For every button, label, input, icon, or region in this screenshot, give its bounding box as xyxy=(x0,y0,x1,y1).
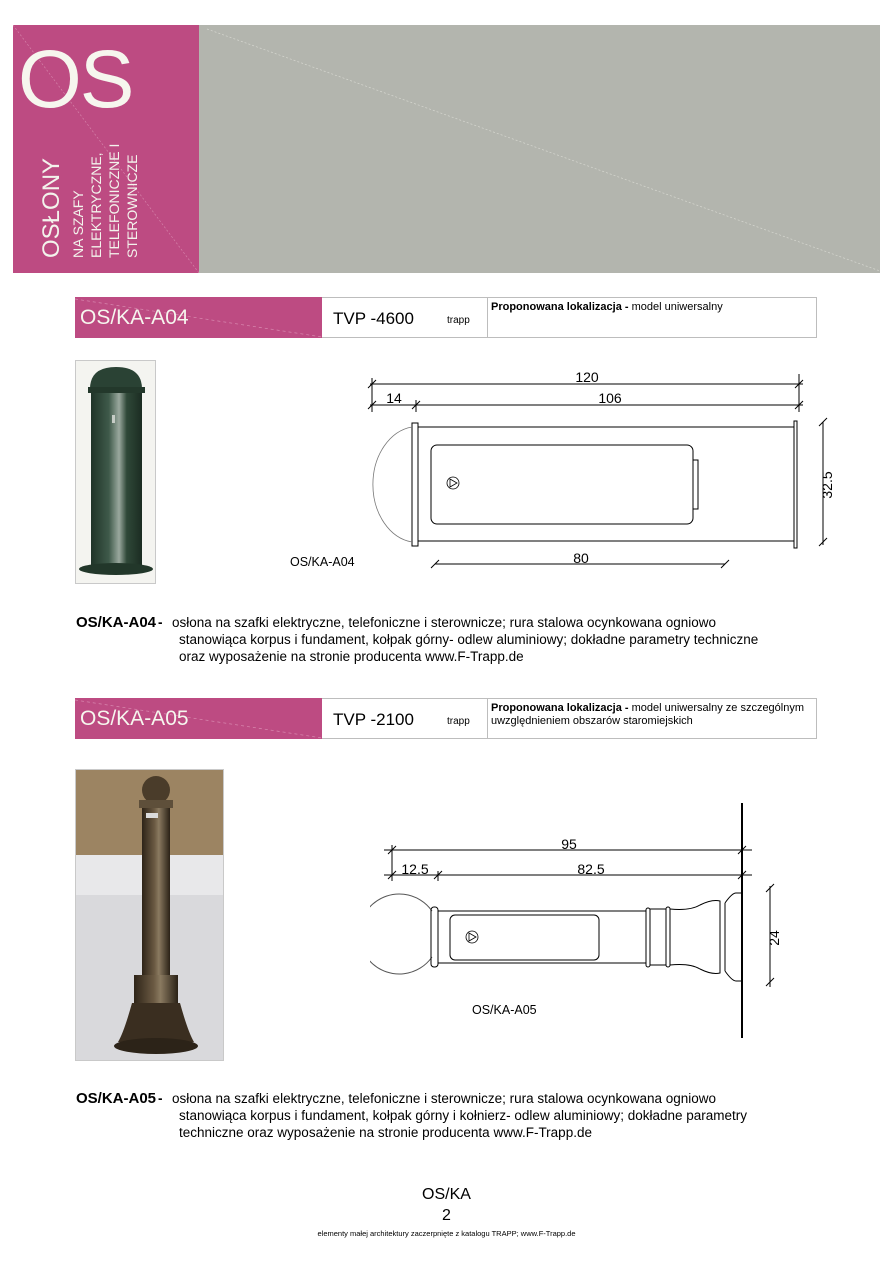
drawing-label: OS/KA-A05 xyxy=(472,1003,537,1017)
bollard-photo-illustration xyxy=(76,770,224,1061)
brand-label: trapp xyxy=(447,716,470,727)
technical-drawing xyxy=(370,795,790,1045)
banner-accent-panel xyxy=(13,25,199,273)
description-code: OS/KA-A04 xyxy=(76,614,157,631)
description-dash: - xyxy=(158,615,163,630)
dim-cap: 14 xyxy=(386,390,402,406)
location-value: model uniwersalny ze szczególnym uwzględnieniem obszarów staromiejskich xyxy=(491,702,805,727)
dim-width: 24 xyxy=(766,930,782,946)
description-line: osłona na szafki elektryczne, telefoniczne i sterownicze; rura stalowa ocynkowana ogniowo xyxy=(172,1091,717,1106)
location-cell xyxy=(487,698,817,739)
location-label: Proponowana lokalizacja xyxy=(491,301,622,313)
technical-drawing xyxy=(280,360,840,580)
dim-overall: 95 xyxy=(561,836,577,852)
product-code-cell xyxy=(75,297,322,338)
product-description xyxy=(76,614,836,668)
description-line: stanowiąca korpus i fundament, kołpak górny i kołnierz- odlew aluminiowy; dokładne parametry xyxy=(179,1108,748,1123)
dim-overall: 120 xyxy=(575,369,599,385)
product-code-cell xyxy=(75,698,322,739)
banner-subtitle-1: NA SZAFY xyxy=(70,190,86,258)
footer-section: OS/KA xyxy=(422,1186,471,1203)
banner-title: OSŁONY xyxy=(38,157,65,258)
product-code: OS/KA-A04 xyxy=(80,306,189,329)
product-photo xyxy=(75,769,224,1061)
location-value: model uniwersalny xyxy=(631,301,723,313)
banner-subtitle-4: STEROWNICZE xyxy=(124,154,140,258)
product-code: OS/KA-A05 xyxy=(80,707,189,730)
footer-note: elementy małej architektury zaczerpnięte z katalogu TRAPP; www.F-Trapp.de xyxy=(317,1229,576,1238)
description-line: stanowiąca korpus i fundament, kołpak górny- odlew aluminiowy; dokładne parametry techniczne xyxy=(179,632,759,647)
location-separator: - xyxy=(621,702,632,714)
product-photo xyxy=(75,360,156,584)
tvp-cell xyxy=(322,297,488,338)
dim-width: 32.5 xyxy=(819,471,835,499)
location-separator: - xyxy=(621,301,632,313)
diagonal-line xyxy=(199,25,880,273)
dim-body: 106 xyxy=(598,390,622,406)
banner-abbrev: OS xyxy=(18,34,133,125)
tvp-cell xyxy=(322,698,488,739)
description-line: osłona na szafki elektryczne, telefoniczne i sterownicze; rura stalowa ocynkowana ogniowo xyxy=(172,615,717,630)
description-line: techniczne oraz wyposażenie na stronie producenta www.F-Trapp.de xyxy=(179,1125,592,1140)
description-dash: - xyxy=(158,1091,163,1106)
dim-door: 80 xyxy=(573,550,589,566)
banner-subtitle-3: TELEFONICZNE I xyxy=(106,143,122,258)
page-number: 2 xyxy=(442,1207,451,1224)
product-description xyxy=(76,1090,836,1144)
location-label: Proponowana lokalizacja xyxy=(491,702,622,714)
banner-grey-panel xyxy=(199,25,880,273)
dim-cap: 12.5 xyxy=(401,861,429,877)
tvp-number: TVP -4600 xyxy=(333,309,414,328)
drawing-label: OS/KA-A04 xyxy=(290,555,355,569)
bollard-photo-illustration xyxy=(76,361,156,584)
banner-subtitle-2: ELEKTRYCZNE, xyxy=(88,152,104,258)
tvp-number: TVP -2100 xyxy=(333,710,414,729)
description-line: oraz wyposażenie na stronie producenta www.F-Trapp.de xyxy=(179,649,524,664)
location-cell xyxy=(487,297,817,338)
brand-label: trapp xyxy=(447,315,470,326)
description-code: OS/KA-A05 xyxy=(76,1090,157,1107)
dim-body: 82.5 xyxy=(577,861,605,877)
